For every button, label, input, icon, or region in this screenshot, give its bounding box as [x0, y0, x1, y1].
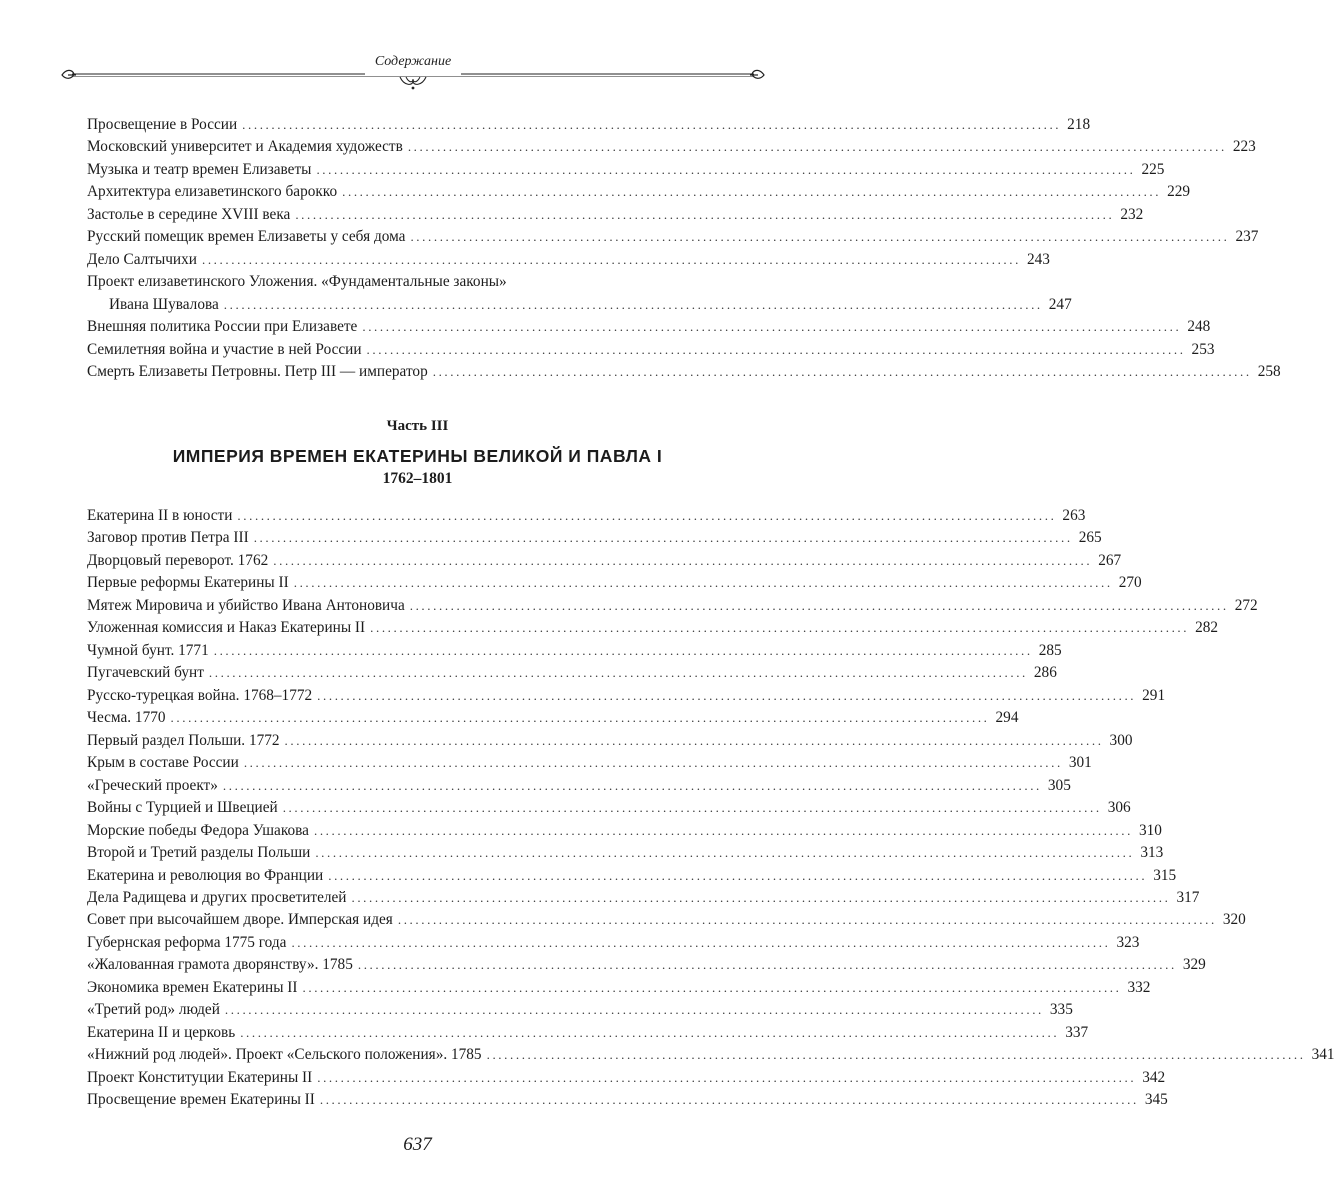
toc-entry[interactable]	[87, 999, 1073, 1021]
toc-entry[interactable]	[87, 1067, 1166, 1089]
dot-leader: ............................................................................................................................................	[357, 957, 1177, 973]
toc-entry-page: 253	[1191, 340, 1215, 358]
dot-leader: ............................................................................................................................................	[170, 710, 990, 726]
dot-leader: ............................................................................................................................................	[208, 665, 1028, 681]
dot-leader: ............................................................................................................................................	[224, 1002, 1044, 1018]
dot-leader: ............................................................................................................................................	[319, 1092, 1139, 1108]
dot-leader: ............................................................................................................................................	[315, 845, 1135, 861]
toc-entry[interactable]	[87, 932, 1140, 954]
toc-entry-page: 320	[1222, 911, 1246, 929]
toc-entry-page: 243	[1026, 250, 1050, 268]
toc-entry-page: 263	[1062, 507, 1086, 524]
toc-entry-label: Екатерина и революция во Франции	[87, 866, 324, 884]
toc-entry[interactable]	[87, 640, 1062, 662]
toc-entry-page: 329	[1182, 956, 1206, 974]
toc-entry-label: Музыка и театр времен Елизаветы	[87, 160, 312, 178]
toc-entry-page: 248	[1187, 318, 1211, 336]
toc-entry[interactable]	[87, 249, 1050, 271]
toc-entry[interactable]	[87, 1089, 1168, 1111]
toc-entry[interactable]	[87, 1044, 1335, 1066]
toc-entry[interactable]	[87, 114, 1091, 136]
toc-section-part-ii	[87, 114, 1281, 384]
toc-entry-page: 345	[1144, 1091, 1168, 1109]
dot-leader: ............................................................................................................................................	[362, 319, 1182, 335]
toc-entry-label: Мятеж Мировича и убийство Ивана Антоновича	[87, 596, 405, 614]
toc-entry[interactable]	[87, 159, 1165, 181]
dot-leader: ............................................................................................................................................	[432, 364, 1252, 380]
toc-entry-label: Совет при высочайшем дворе. Имперская идея	[87, 911, 393, 929]
toc-entry-label: «Нижний род людей». Проект «Сельского положения». 1785	[87, 1046, 482, 1064]
toc-entry-label: «Третий род» людей	[87, 1001, 220, 1019]
dot-leader: ............................................................................................................................................	[410, 229, 1230, 245]
toc-entry-page: 286	[1033, 664, 1057, 682]
toc-entry[interactable]	[87, 339, 1215, 361]
toc-entry-page: 282	[1195, 619, 1219, 637]
toc-entry[interactable]	[87, 595, 1258, 617]
toc-entry-page: 285	[1038, 641, 1062, 659]
dot-leader: ............................................................................................................................................	[407, 139, 1227, 155]
toc-entry[interactable]	[87, 136, 1256, 158]
toc-entry[interactable]	[87, 361, 1281, 383]
toc-entry[interactable]	[87, 797, 1131, 819]
toc-entry-label-line1: Проект елизаветинского Уложения. «Фундаментальные законы»	[87, 273, 507, 291]
toc-entry-label: Проект Конституции Екатерины II	[87, 1068, 313, 1086]
toc-entry[interactable]	[87, 505, 1086, 527]
toc-entry-label: Архитектура елизаветинского барокко	[87, 183, 338, 201]
toc-entry-label: Чесма. 1770	[87, 709, 166, 727]
toc-entry-label: Екатерина II и церковь	[87, 1023, 236, 1041]
toc-entry[interactable]	[87, 226, 1259, 248]
toc-entry-page: 342	[1142, 1068, 1166, 1086]
toc-entry[interactable]	[87, 954, 1206, 976]
toc-entry-label: Чумной бунт. 1771	[87, 641, 209, 659]
running-header	[60, 52, 766, 96]
toc-entry-page: 237	[1235, 228, 1259, 246]
toc-entry-label: Просвещение в России	[87, 116, 238, 133]
toc-entry-label: Губернская реформа 1775 года	[87, 933, 287, 951]
toc-entry-page: 247	[1048, 295, 1072, 313]
dot-leader: ............................................................................................................................................	[295, 206, 1115, 222]
toc-entry-page: 305	[1047, 776, 1071, 794]
toc-entry[interactable]	[87, 685, 1166, 707]
toc-entry[interactable]	[87, 730, 1133, 752]
toc-entry-page: 291	[1142, 686, 1166, 704]
center-flourish-ornament	[400, 77, 426, 89]
toc-entry-page: 332	[1127, 978, 1151, 996]
dot-leader: ............................................................................................................................................	[313, 822, 1133, 838]
toc-entry[interactable]	[87, 820, 1162, 842]
toc-entry-label: Морские победы Федора Ушакова	[87, 821, 309, 839]
toc-entry-label: Войны с Турцией и Швецией	[87, 799, 278, 817]
toc-entry[interactable]	[87, 527, 1102, 549]
part-label: Часть III	[386, 418, 449, 434]
dot-leader: ............................................................................................................................................	[366, 341, 1186, 357]
toc-entry-label: Екатерина II в юности	[87, 507, 233, 524]
toc-entry-page: 310	[1138, 821, 1162, 839]
toc-entry-multiline[interactable]	[87, 271, 1072, 316]
toc-entry-page: 335	[1049, 1001, 1073, 1019]
toc-entry-label: Дела Радищева и других просветителей	[87, 888, 347, 906]
part-title: ИМПЕРИЯ ВРЕМЕН ЕКАТЕРИНЫ ВЕЛИКОЙ И ПАВЛА I	[172, 446, 663, 466]
toc-entry-page: 218	[1067, 116, 1091, 133]
toc-entry[interactable]	[87, 977, 1151, 999]
dot-leader: ............................................................................................................................................	[316, 161, 1136, 177]
toc-entry[interactable]	[87, 550, 1122, 572]
toc-entry-label: Пугачевский бунт	[87, 664, 204, 682]
toc-entry[interactable]	[87, 181, 1191, 203]
dot-leader: ............................................................................................................................................	[328, 867, 1148, 883]
running-title: Содержание	[374, 54, 452, 69]
toc-entry-page: 229	[1167, 183, 1191, 201]
dot-leader: ............................................................................................................................................	[409, 597, 1229, 613]
toc-entry[interactable]	[87, 707, 1019, 729]
dot-leader: ............................................................................................................................................	[291, 934, 1111, 950]
dot-leader: ............................................................................................................................................	[243, 755, 1063, 771]
part-years: 1762–1801	[382, 470, 453, 487]
toc-entry[interactable]	[87, 887, 1200, 909]
toc-entry-page: 317	[1176, 888, 1200, 906]
toc-entry-page: 301	[1068, 754, 1092, 772]
toc-entry-label: Заговор против Петра III	[87, 529, 249, 547]
toc-entry-label: Экономика времен Екатерины II	[87, 978, 298, 996]
toc-entry-label: Второй и Третий разделы Польши	[87, 844, 311, 862]
dot-leader: ............................................................................................................................................	[317, 1069, 1137, 1085]
toc-entry-label: «Жалованная грамота дворянству». 1785	[87, 956, 353, 974]
toc-entry-page: 267	[1098, 551, 1122, 569]
toc-entry[interactable]	[87, 775, 1071, 797]
toc-entry[interactable]	[87, 752, 1092, 774]
toc-entry[interactable]	[87, 204, 1144, 226]
toc-entry-label: Дело Салтычихи	[87, 250, 197, 268]
dot-leader: ............................................................................................................................................	[201, 251, 1021, 267]
toc-entry-page: 265	[1078, 529, 1102, 547]
toc-entry-label: Смерть Елизаветы Петровны. Петр III — император	[87, 363, 428, 381]
dot-leader: ............................................................................................................................................	[397, 912, 1217, 928]
toc-entry-page: 225	[1141, 160, 1165, 178]
toc-entry[interactable]	[87, 909, 1246, 931]
toc-entry-label-line2: Ивана Шувалова	[109, 295, 219, 313]
toc-entry-page: 272	[1234, 596, 1258, 614]
dot-leader: ............................................................................................................................................	[222, 777, 1042, 793]
toc-entry-label: Крым в составе России	[87, 754, 239, 772]
toc-entry-page: 315	[1153, 866, 1177, 884]
toc-entry[interactable]	[87, 617, 1219, 639]
dot-leader: ............................................................................................................................................	[317, 687, 1137, 703]
dot-leader: ............................................................................................................................................	[351, 889, 1171, 905]
dot-leader: ............................................................................................................................................	[302, 979, 1122, 995]
dot-leader: ............................................................................................................................................	[342, 184, 1162, 200]
toc-entry-page: 341	[1311, 1046, 1335, 1064]
dot-leader: ............................................................................................................................................	[253, 530, 1073, 546]
toc-entry-page: 337	[1065, 1023, 1089, 1041]
toc-entry-label: Уложенная комиссия и Наказ Екатерины II	[87, 619, 366, 637]
toc-entry-label: Первые реформы Екатерины II	[87, 574, 289, 592]
toc-entry-label: Внешняя политика России при Елизавете	[87, 318, 358, 336]
toc-entry-page: 300	[1109, 731, 1133, 749]
dot-leader: ............................................................................................................................................	[273, 552, 1093, 568]
dot-leader: ............................................................................................................................................	[293, 575, 1113, 591]
toc-entry-label: Семилетняя война и участие в ней России	[87, 340, 362, 358]
toc-section-part-iii	[87, 505, 1335, 1112]
toc-entry[interactable]	[87, 572, 1142, 594]
toc-entry-label: Русско-турецкая война. 1768–1772	[87, 686, 313, 704]
toc-entry[interactable]	[87, 842, 1164, 864]
toc-entry-label: Застолье в середине XVIII века	[87, 205, 291, 223]
dot-leader: ............................................................................................................................................	[237, 508, 1057, 523]
dot-leader: ............................................................................................................................................	[240, 1024, 1060, 1040]
toc-entry[interactable]	[87, 865, 1177, 887]
toc-entry-label: Дворцовый переворот. 1762	[87, 551, 269, 569]
toc-entry-label: Московский университет и Академия художеств	[87, 138, 403, 156]
toc-entry[interactable]	[87, 1022, 1089, 1044]
toc-entry-page: 306	[1107, 799, 1131, 817]
toc-entry-page: 294	[995, 709, 1019, 727]
dot-leader: ............................................................................................................................................	[370, 620, 1190, 636]
toc-entry[interactable]	[87, 316, 1211, 338]
toc-entry-page: 232	[1120, 205, 1144, 223]
toc-entry-page: 258	[1257, 363, 1281, 381]
dot-leader: ............................................................................................................................................	[242, 117, 1062, 132]
dot-leader: ............................................................................................................................................	[223, 296, 1043, 312]
dot-leader: ............................................................................................................................................	[213, 642, 1033, 658]
toc-entry-label: Просвещение времен Екатерины II	[87, 1091, 315, 1109]
toc-entry[interactable]	[87, 662, 1057, 684]
toc-entry-page: 323	[1116, 933, 1140, 951]
toc-entry-page: 270	[1118, 574, 1142, 592]
toc-entry-label: Первый раздел Польши. 1772	[87, 731, 280, 749]
dot-leader: ............................................................................................................................................	[486, 1047, 1306, 1063]
toc-entry-page: 223	[1232, 138, 1256, 156]
dot-leader: ............................................................................................................................................	[284, 732, 1104, 748]
toc-entry-label: «Греческий проект»	[87, 776, 218, 794]
page-number: 637	[403, 1134, 432, 1155]
toc-entry-label: Русский помещик времен Елизаветы у себя дома	[87, 228, 406, 246]
toc-entry-page: 313	[1140, 844, 1164, 862]
dot-leader: ............................................................................................................................................	[282, 800, 1102, 816]
